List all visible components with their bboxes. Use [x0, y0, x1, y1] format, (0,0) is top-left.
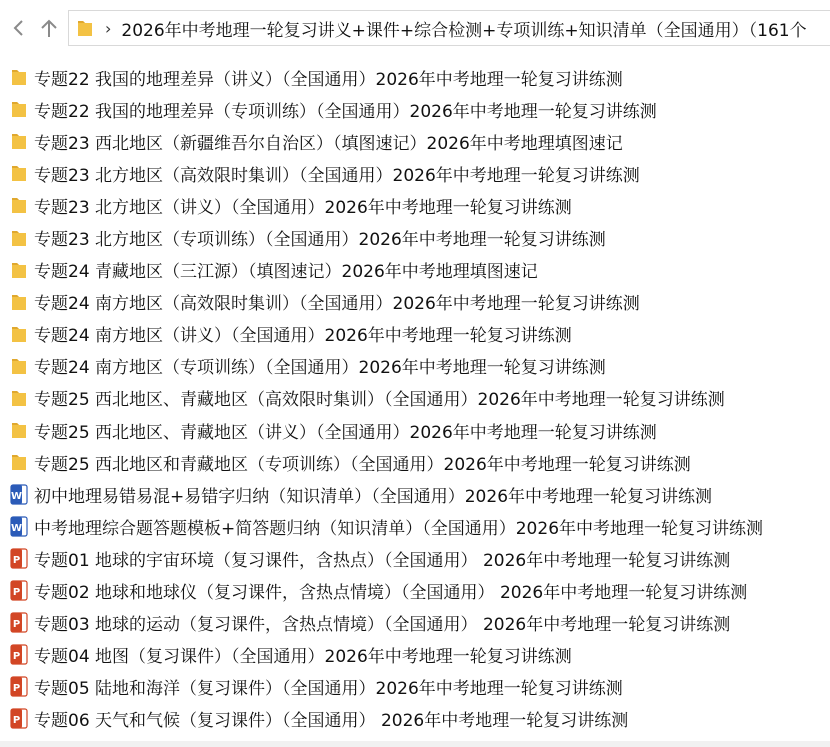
- file-name: 专题22 我国的地理差异（讲义）（全国通用）2026年中考地理一轮复习讲练测: [34, 69, 623, 90]
- powerpoint-file-icon: [9, 644, 29, 666]
- file-name: 专题23 北方地区（高效限时集训）（全国通用）2026年中考地理一轮复习讲练测: [34, 165, 640, 186]
- file-row[interactable]: [0, 607, 830, 639]
- file-name: 专题25 西北地区、青藏地区（高效限时集训）（全国通用）2026年中考地理一轮复习讲练测: [34, 390, 725, 411]
- file-name: 专题25 西北地区、青藏地区（讲义）（全国通用）2026年中考地理一轮复习讲练测: [34, 422, 657, 443]
- word-document-icon: [9, 483, 29, 505]
- file-row[interactable]: [0, 478, 830, 510]
- svg-text:P: P: [12, 554, 21, 566]
- address-bar[interactable]: [68, 10, 830, 46]
- file-list: [0, 61, 830, 735]
- file-row[interactable]: [0, 639, 830, 671]
- word-document-icon: [9, 515, 29, 537]
- powerpoint-file-icon: [9, 612, 29, 634]
- breadcrumb-chevron-icon[interactable]: ›: [105, 18, 112, 38]
- file-name: 专题24 南方地区（讲义）（全国通用）2026年中考地理一轮复习讲练测: [34, 326, 572, 347]
- svg-text:W: W: [10, 490, 23, 502]
- breadcrumb-current-folder[interactable]: 2026年中考地理一轮复习讲义+课件+综合检测+专项训练+知识清单（全国通用）（161个: [121, 20, 807, 41]
- folder-icon: [9, 291, 29, 313]
- file-name: 专题06 天气和气候（复习课件）（全国通用） 2026年中考地理一轮复习讲练测: [34, 711, 629, 732]
- file-name: 专题05 陆地和海洋（复习课件）（全国通用）2026年中考地理一轮复习讲练测: [34, 679, 623, 700]
- svg-text:P: P: [12, 683, 21, 695]
- file-row[interactable]: [0, 350, 830, 382]
- file-row[interactable]: [0, 703, 830, 735]
- svg-text:W: W: [10, 522, 23, 534]
- file-row[interactable]: [0, 446, 830, 478]
- folder-icon: [9, 419, 29, 441]
- folder-icon: [9, 355, 29, 377]
- powerpoint-file-icon: [9, 580, 29, 602]
- file-name: 专题22 我国的地理差异（专项训练）（全国通用）2026年中考地理一轮复习讲练测: [34, 101, 657, 122]
- folder-icon: [9, 130, 29, 152]
- arrow-up-icon[interactable]: [36, 14, 62, 42]
- powerpoint-file-icon: [9, 547, 29, 569]
- svg-text:P: P: [12, 587, 21, 599]
- file-name: 专题24 南方地区（高效限时集训）（全国通用）2026年中考地理一轮复习讲练测: [34, 294, 640, 315]
- file-row[interactable]: [0, 414, 830, 446]
- folder-icon: [9, 227, 29, 249]
- file-name: 专题23 西北地区（新疆维吾尔自治区）（填图速记）2026年中考地理填图速记: [34, 133, 623, 154]
- svg-text:P: P: [12, 619, 21, 631]
- file-name: 专题23 北方地区（讲义）（全国通用）2026年中考地理一轮复习讲练测: [34, 197, 572, 218]
- file-name: 专题23 北方地区（专项训练）（全国通用）2026年中考地理一轮复习讲练测: [34, 230, 606, 251]
- navigation-bar: [0, 0, 830, 56]
- file-row[interactable]: [0, 510, 830, 542]
- folder-icon: [77, 18, 93, 38]
- file-name: 专题24 青藏地区（三江源）（填图速记）2026年中考地理填图速记: [34, 262, 538, 283]
- file-row[interactable]: [0, 542, 830, 574]
- file-name: 专题24 南方地区（专项训练）（全国通用）2026年中考地理一轮复习讲练测: [34, 358, 606, 379]
- file-row[interactable]: [0, 221, 830, 253]
- file-row[interactable]: [0, 286, 830, 318]
- file-row[interactable]: [0, 61, 830, 93]
- folder-icon: [9, 387, 29, 409]
- svg-text:P: P: [12, 715, 21, 727]
- file-name: 专题04 地图（复习课件）（全国通用）2026年中考地理一轮复习讲练测: [34, 647, 572, 668]
- file-row[interactable]: [0, 671, 830, 703]
- folder-icon: [9, 66, 29, 88]
- folder-icon: [9, 162, 29, 184]
- file-row[interactable]: [0, 189, 830, 221]
- folder-icon: [9, 323, 29, 345]
- powerpoint-file-icon: [9, 676, 29, 698]
- file-name: 专题03 地球的运动（复习课件，含热点情境）（全国通用） 2026年中考地理一轮复习讲练测: [34, 615, 731, 636]
- folder-icon: [9, 98, 29, 120]
- file-name: 专题25 西北地区和青藏地区（专项训练）（全国通用）2026年中考地理一轮复习讲练测: [34, 454, 691, 475]
- file-row[interactable]: [0, 93, 830, 125]
- file-row[interactable]: [0, 157, 830, 189]
- folder-icon: [9, 259, 29, 281]
- file-row[interactable]: [0, 254, 830, 286]
- status-strip: [0, 741, 830, 747]
- svg-text:P: P: [12, 651, 21, 663]
- file-row[interactable]: [0, 382, 830, 414]
- file-name: 专题01 地球的宇宙环境（复习课件，含热点）（全国通用） 2026年中考地理一轮复习讲练测: [34, 550, 731, 571]
- file-row[interactable]: [0, 575, 830, 607]
- powerpoint-file-icon: [9, 708, 29, 730]
- folder-icon: [9, 194, 29, 216]
- folder-icon: [9, 451, 29, 473]
- chevron-left-icon[interactable]: [6, 14, 32, 42]
- file-name: 初中地理易错易混+易错字归纳（知识清单）（全国通用）2026年中考地理一轮复习讲练测: [34, 486, 713, 507]
- file-row[interactable]: [0, 318, 830, 350]
- file-name: 中考地理综合题答题模板+简答题归纳（知识清单）（全国通用）2026年中考地理一轮复习讲练测: [34, 518, 764, 539]
- file-row[interactable]: [0, 125, 830, 157]
- file-name: 专题02 地球和地球仪（复习课件，含热点情境）（全国通用） 2026年中考地理一轮复习讲练测: [34, 583, 748, 604]
